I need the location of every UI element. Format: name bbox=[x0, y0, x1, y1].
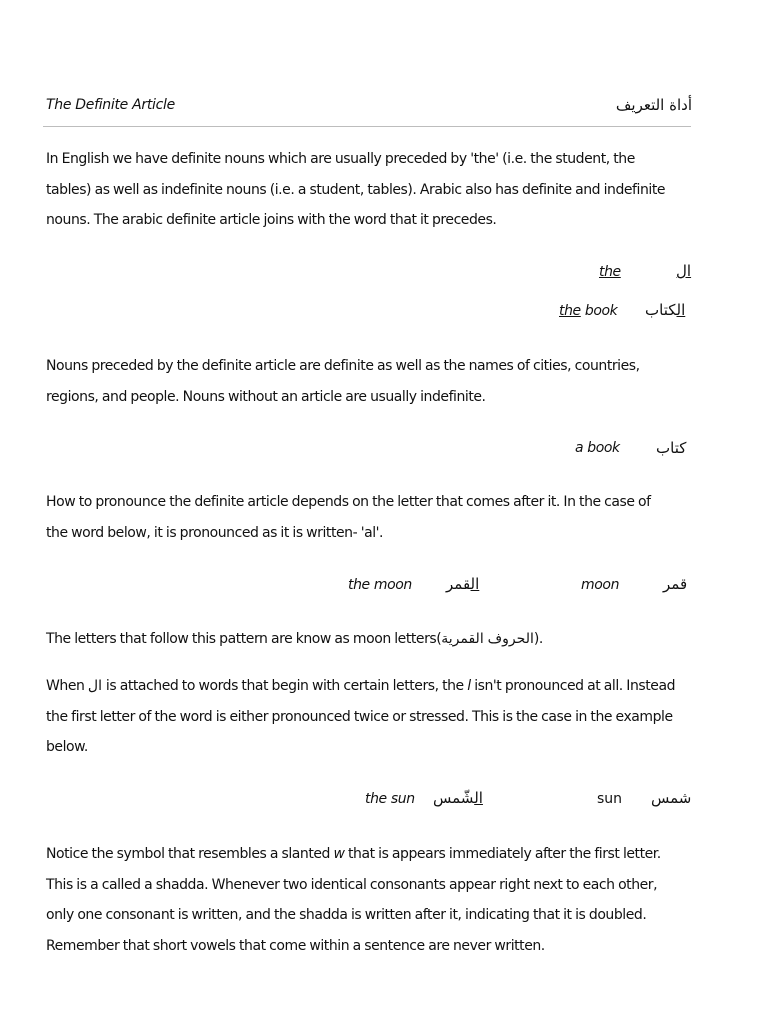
text-line: Nouns preceded by the definite article are definite as well as the names of cities, countries, bbox=[46, 358, 640, 374]
example-the-book-arabic bbox=[645, 301, 685, 319]
text-line: tables) as well as indefinite nouns (i.e. a student, tables). Arabic also has definite and indefinite bbox=[46, 181, 666, 198]
arabic-moon-letters: الحروف القمرية bbox=[441, 631, 534, 647]
text-segment: Notice the symbol that resembles a slanted bbox=[46, 846, 334, 862]
example-the-sun-english: the sun bbox=[365, 791, 415, 807]
text-segment: that is appears immediately after the first letter. bbox=[344, 846, 661, 862]
text-segment: When bbox=[46, 678, 88, 694]
letter-w-italic: w bbox=[333, 846, 345, 862]
arabic-word-moon: قمر bbox=[446, 575, 471, 593]
example-moon-arabic: قمر bbox=[663, 575, 688, 593]
example-the-moon-arabic bbox=[446, 575, 479, 593]
paragraph-pronunciation bbox=[46, 487, 726, 548]
page-title: The Definite Article bbox=[46, 97, 175, 113]
text-segment: is attached to words that begin with certain letters, the bbox=[101, 678, 468, 694]
text-line: regions, and people. Nouns without an article are usually indefinite. bbox=[46, 388, 486, 405]
text-line: In English we have definite nouns which are usually preceded by 'the' (i.e. the student, the bbox=[46, 151, 635, 167]
arabic-word-sun: شّمس bbox=[433, 789, 475, 807]
text-line: only one consonant is written, and the shadda is written after it, indicating that it is doubled. bbox=[46, 907, 647, 923]
example-sun-arabic: شمس bbox=[651, 789, 692, 807]
arabic-word-book: كتاب bbox=[645, 301, 677, 319]
page-title-arabic: أداة التعريف bbox=[615, 96, 692, 114]
letter-l-italic: l bbox=[467, 678, 471, 694]
example-moon-english: moon bbox=[581, 577, 620, 593]
text-line: How to pronounce the definite article depends on the letter that comes after it. In the case of bbox=[46, 494, 651, 510]
example-a-book-arabic: كتاب bbox=[656, 439, 687, 457]
text-segment: ). bbox=[533, 631, 543, 647]
text-line bbox=[46, 671, 726, 702]
paragraph-moon-letters bbox=[46, 624, 726, 655]
example-a-book-english: a book bbox=[575, 440, 620, 456]
text-line bbox=[46, 839, 726, 870]
paragraph-definite-nouns bbox=[46, 351, 726, 412]
example-the-english: the bbox=[599, 264, 621, 280]
text-segment: The letters that follow this pattern are know as moon letters( bbox=[46, 631, 442, 647]
arabic-article: ال bbox=[676, 301, 686, 319]
text-line: nouns. The arabic definite article joins with the word that it precedes. bbox=[46, 212, 497, 228]
example-the-book-english bbox=[559, 303, 617, 319]
text-line bbox=[46, 624, 726, 655]
arabic-article-inline: ال bbox=[87, 678, 102, 694]
page-header bbox=[46, 96, 692, 124]
paragraph-shadda bbox=[46, 839, 726, 961]
article-the: the bbox=[559, 303, 581, 319]
example-the-sun-arabic bbox=[433, 789, 483, 807]
paragraph-intro bbox=[46, 144, 726, 236]
header-divider bbox=[43, 126, 691, 127]
text-line: Remember that short vowels that come within a sentence are never written. bbox=[46, 937, 545, 954]
text-line: This is a called a shadda. Whenever two identical consonants appear right next to each other, bbox=[46, 876, 658, 893]
text-line: below. bbox=[46, 739, 88, 755]
text-segment: isn't pronounced at all. Instead bbox=[470, 678, 676, 694]
example-the-moon-english: the moon bbox=[348, 577, 412, 593]
example-the-arabic: ال bbox=[676, 262, 692, 280]
arabic-article: ال bbox=[470, 575, 480, 593]
word-book: book bbox=[580, 303, 618, 319]
text-line: the first letter of the word is either pronounced twice or stressed. This is the case in the example bbox=[46, 708, 673, 725]
arabic-article: ال bbox=[474, 789, 483, 807]
text-line: the word below, it is pronounced as it is written- 'al'. bbox=[46, 524, 384, 541]
paragraph-sun-letters bbox=[46, 671, 726, 763]
example-sun-english: sun bbox=[597, 791, 623, 807]
